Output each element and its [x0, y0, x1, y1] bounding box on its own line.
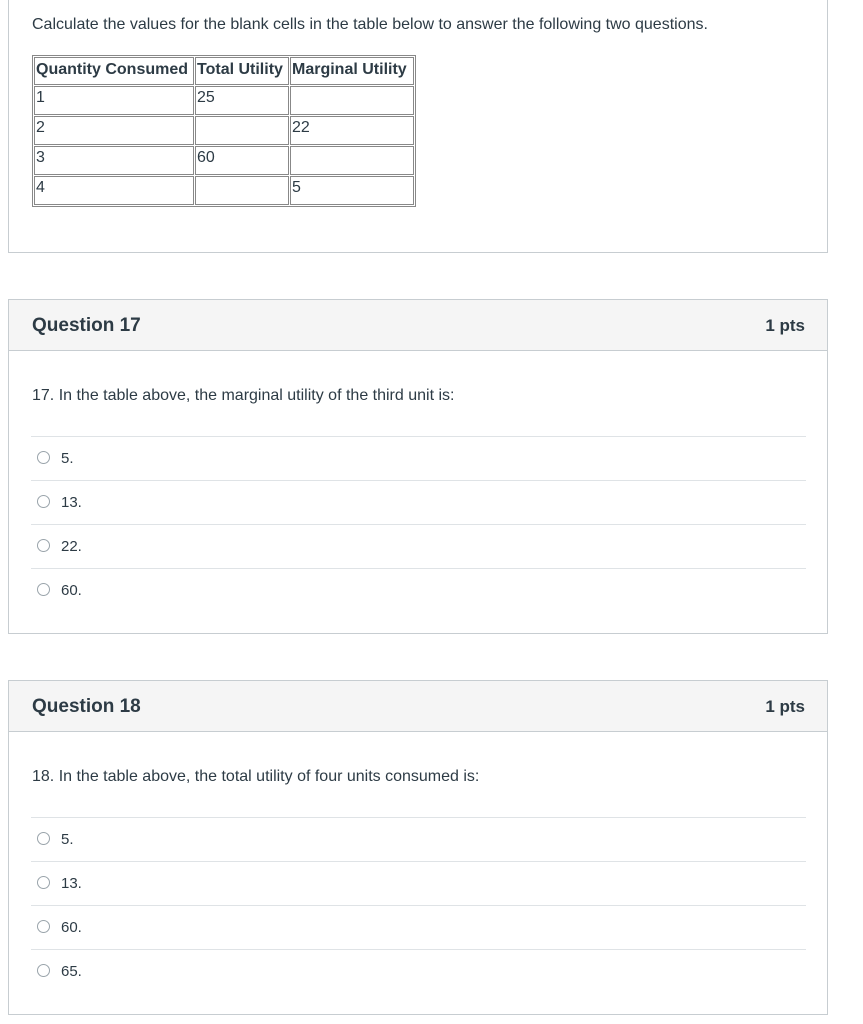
radio-button[interactable] — [37, 539, 50, 552]
answer-list — [31, 436, 806, 612]
answer-label[interactable]: 5. — [61, 831, 74, 848]
question-points: 1 pts — [765, 316, 805, 335]
table-cell — [195, 116, 289, 145]
question-text: 18. In the table above, the total utility of four units consumed is: — [32, 768, 480, 785]
radio-button[interactable] — [37, 964, 50, 977]
table-cell: 3 — [34, 146, 194, 175]
question-header — [9, 681, 827, 732]
radio-button[interactable] — [37, 495, 50, 508]
intro-card — [8, 0, 828, 253]
question-text: 17. In the table above, the marginal utility of the third unit is: — [32, 387, 455, 404]
table-row — [34, 176, 414, 205]
table-cell — [290, 86, 414, 115]
table-cell — [290, 146, 414, 175]
table-cell: 4 — [34, 176, 194, 205]
answer-label[interactable]: 60. — [61, 919, 82, 936]
radio-button[interactable] — [37, 920, 50, 933]
table-cell: 25 — [195, 86, 289, 115]
answer-option[interactable] — [31, 525, 806, 569]
table-cell: 22 — [290, 116, 414, 145]
question-header — [9, 300, 827, 351]
answer-label[interactable]: 13. — [61, 875, 82, 892]
question-18-card — [8, 680, 828, 1015]
question-17-card — [8, 299, 828, 634]
header-quantity-consumed: Quantity Consumed — [34, 57, 194, 85]
answer-option[interactable] — [31, 862, 806, 906]
table-row — [34, 116, 414, 145]
table-cell: 2 — [34, 116, 194, 145]
answer-label[interactable]: 60. — [61, 582, 82, 599]
table-header-row — [34, 57, 414, 85]
table-cell: 1 — [34, 86, 194, 115]
table-cell: 60 — [195, 146, 289, 175]
answer-label[interactable]: 13. — [61, 494, 82, 511]
question-title: Question 18 — [32, 696, 141, 717]
intro-text: Calculate the values for the blank cells in the table below to answer the following two questions. — [32, 16, 708, 33]
answer-option[interactable] — [31, 818, 806, 862]
answer-option[interactable] — [31, 906, 806, 950]
answer-list — [31, 817, 806, 993]
table-row — [34, 146, 414, 175]
table-row — [34, 86, 414, 115]
answer-label[interactable]: 65. — [61, 963, 82, 980]
answer-label[interactable]: 5. — [61, 450, 74, 467]
header-marginal-utility: Marginal Utility — [290, 57, 414, 85]
radio-button[interactable] — [37, 876, 50, 889]
answer-option[interactable] — [31, 569, 806, 612]
utility-table — [32, 55, 416, 207]
radio-button[interactable] — [37, 832, 50, 845]
answer-option[interactable] — [31, 437, 806, 481]
question-title: Question 17 — [32, 315, 141, 336]
radio-button[interactable] — [37, 583, 50, 596]
answer-option[interactable] — [31, 481, 806, 525]
header-total-utility: Total Utility — [195, 57, 289, 85]
table-cell: 5 — [290, 176, 414, 205]
answer-label[interactable]: 22. — [61, 538, 82, 555]
table-cell — [195, 176, 289, 205]
radio-button[interactable] — [37, 451, 50, 464]
answer-option[interactable] — [31, 950, 806, 993]
question-points: 1 pts — [765, 697, 805, 716]
